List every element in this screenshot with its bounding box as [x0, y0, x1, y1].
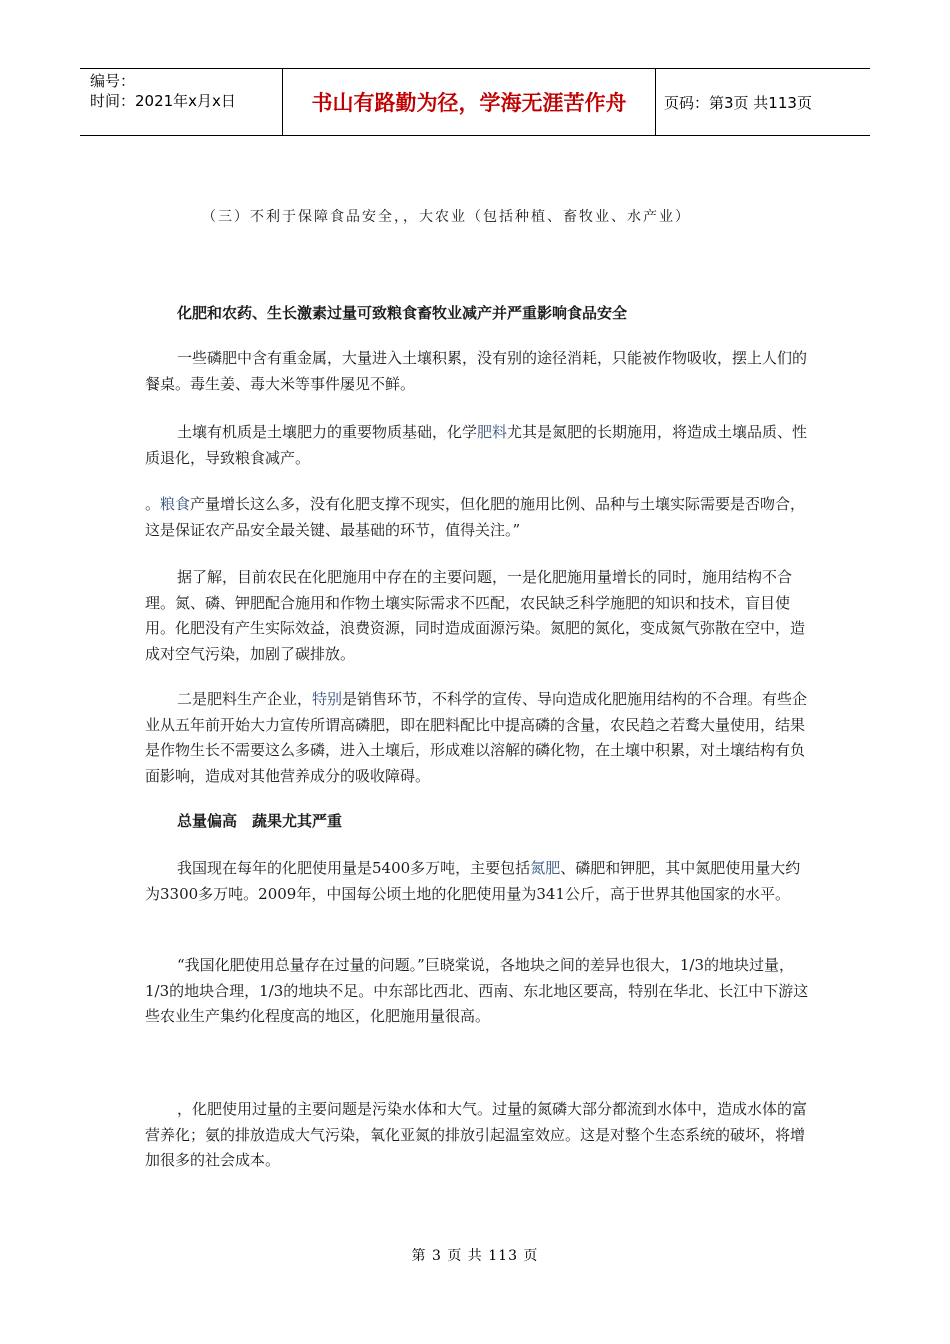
link-nitrogen-fertilizer[interactable]: 氮肥: [530, 859, 561, 877]
heading-total-high: 总量偏高 蔬果尤其严重: [177, 812, 343, 830]
para3-before: 。: [145, 495, 161, 513]
page-header: [80, 68, 870, 136]
para5-before: 二是肥料生产企业，: [177, 690, 313, 708]
paragraph-overuse-quote: “我国化肥使用总量存在过量的问题。”巨晓棠说，各地块之间的差异也很大，1/3的地块过量，1/3的地块合理，1/3的地块不足。中东部比西北、西南、东北地区要高，特别在华北、长江中下游这些农业生产集约化程度高的地区，化肥施用量很高。: [145, 956, 809, 1025]
para6-before: 我国现在每年的化肥使用量是5400多万吨，主要包括: [177, 859, 531, 877]
paragraph-soil-organic: [145, 420, 810, 471]
link-grain[interactable]: 粮食: [160, 495, 191, 513]
paragraph-usage-stats: [145, 856, 810, 907]
para2-before: 土壤有机质是土壤肥力的重要物质基础，化学: [177, 423, 478, 441]
para3-after: 产量增长这么多，没有化肥支撑不现实，但化肥的施用比例、品种与土壤实际需要是否吻合，这是保证农产品安全最关键、最基础的环节，值得关注。”: [145, 495, 806, 539]
paragraph-farmer-problems: 据了解，目前农民在化肥施用中存在的主要问题，一是化肥施用量增长的同时，施用结构不合理。氮、磷、钾肥配合施用和作物土壤实际需求不匹配，农民缺乏科学施肥的知识和技术，盲目使用。化肥没有产生实际效益，浪费资源，同时造成面源污染。氮肥的氮化，变成氮气弥散在空中，造成对空气污染，加剧了碳排放。: [145, 568, 806, 663]
link-especially[interactable]: 特别: [312, 690, 343, 708]
section-title: （三）不利于保障食品安全，，大农业（包括种植、畜牧业、水产业）: [202, 209, 691, 225]
paragraph-pollution: ，化肥使用过量的主要问题是污染水体和大气。过量的氮磷大部分都流到水体中，造成水体的富营养化；氨的排放造成大气污染，氧化亚氮的排放引起温室效应。这是对整个生态系统的破坏，将增加很多的社会成本。: [145, 1100, 808, 1169]
paragraph-grain-output: [145, 492, 810, 543]
paragraph-phosphate: 一些磷肥中含有重金属，大量进入土壤积累，没有别的途径消耗，只能被作物吸收，摆上人们的餐桌。毒生姜、毒大米等事件屡见不鲜。: [145, 349, 808, 393]
paragraph-enterprises: [145, 687, 810, 789]
para6-after: 、磷肥和钾肥，其中氮肥使用量大约为3300多万吨。2009年，中国每公顷土地的化肥使用量为341公斤，高于世界其他国家的水平。: [145, 859, 801, 903]
header-meta: [80, 69, 282, 135]
para2-after: 尤其是氮肥的长期施用，将造成土壤品质、性质退化，导致粮食减产。: [145, 423, 808, 467]
link-fertilizer[interactable]: 肥料: [477, 423, 508, 441]
code-label: 编号：: [90, 72, 136, 90]
header-page-label: 页码：第3页 共113页: [664, 93, 812, 112]
header-motto: 书山有路勤为径，学海无涯苦作舟: [282, 69, 656, 135]
page-footer: 第 3 页 共 113 页: [411, 1248, 539, 1264]
heading-fertilizer-safety: 化肥和农药、生长激素过量可致粮食畜牧业减产并严重影响食品安全: [177, 304, 628, 322]
date-label: 时间：2021年x月x日: [90, 92, 236, 110]
para5-after: 是销售环节，不科学的宣传、导向造成化肥施用结构的不合理。有些企业从五年前开始大力宣传所谓高磷肥，即在肥料配比中提高磷的含量，农民趋之若鹜大量使用，结果是作物生长不需要这么多磷，进入土壤后，形成难以溶解的磷化物，在土壤中积累，对土壤结构有负面影响，造成对其他营养成分的吸收障碍。: [145, 690, 808, 785]
